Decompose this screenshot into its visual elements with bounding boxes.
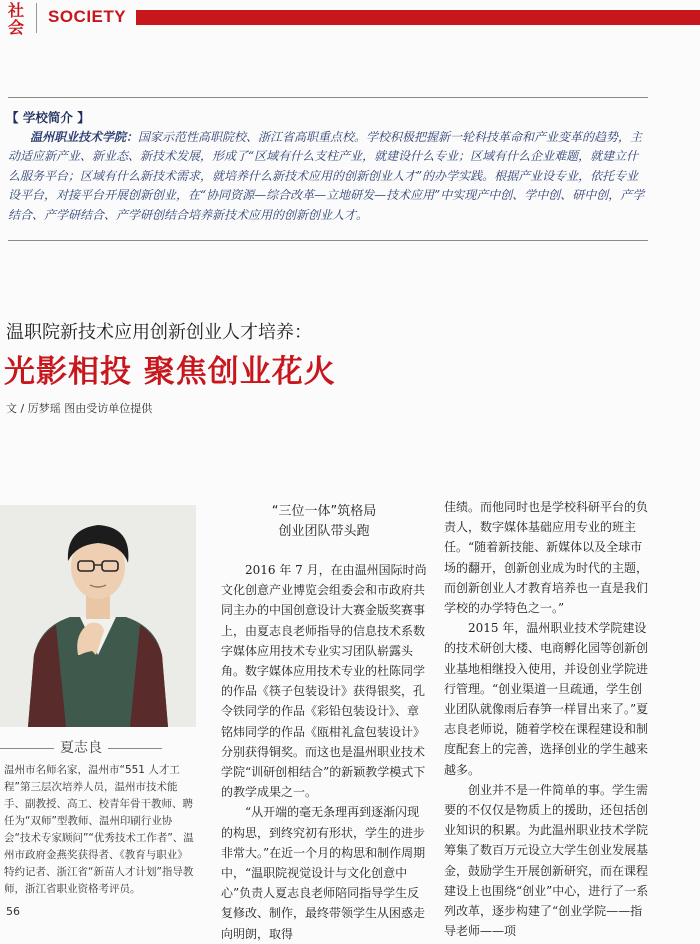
article-column-middle xyxy=(221,560,427,944)
article-column-right xyxy=(444,497,650,941)
person-illustration xyxy=(0,505,196,727)
intro-body xyxy=(8,128,648,225)
section-heading-line1: “三位一体”筑格局 xyxy=(271,504,377,519)
paragraph: 创业并不是一件简单的事。学生需要的不仅仅是物质上的援助，还包括创业知识的积累。为此温州职业技术学院筹集了数百万元设立大学生创业发展基金，鼓励学生开展创新研究，而在课程建设上也围绕“创业”中心，进行了一系列改革，逐步构建了“创业学院——指导老师——项 xyxy=(444,782,649,939)
header-divider xyxy=(36,3,37,33)
section-heading xyxy=(221,502,427,542)
school-name: 温州职业技术学院： xyxy=(30,130,139,144)
paragraph: “从开端的毫无条理再到逐渐闪现的构思，到终究初有形状，学生的进步非常大。”在近一个月的构思和制作周期中，“温职院视觉设计与文化创意中心”负责人夏志良老师陪同指导学生反复修改、制作，最终带领学生从困惑走向明朗，取得 xyxy=(221,805,426,941)
article-title: 光影相投 聚焦创业花火 xyxy=(4,354,336,390)
portrait-photo xyxy=(0,505,196,727)
intro-text: 国家示范性高职院校、浙江省高职重点校。学校积极把握新一轮科技革命和产业变革的趋势，主动适应新产业、新业态、新技术发展，形成了“区域有什么支柱产业，就建设什么专业；区域有什么企业难题，就建立什么服务平台；区域有什么新技术需求，就培养什么新技术应用的创新创业人才”的办学实践。根据产业设专业，依托专业设平台，对接平台开展创新创业，在“协同资源—综合改革—立地研发—技术应用”中实现产中创、学中创、研中创，产学结合、产学研结合、产学研创结合培养新技术应用的创新创业人才。 xyxy=(8,130,645,222)
intro-heading: 【 学校简介 】 xyxy=(6,110,90,125)
page-number: 56 xyxy=(6,905,20,918)
intro-top-rule xyxy=(8,97,648,98)
portrait-caption xyxy=(0,737,196,757)
paragraph: 2015 年，温州职业技术学院建设的技术研创大楼、电商孵化园等创新创业基地相继投入使用，并设创业学院进行管理。“创业渠道一旦疏通，学生创业团队就像雨后春笋一样冒出来了。”夏志良老师说，随着学校在课程建设和制度配套上的完善，选择创业的学生越来越多。 xyxy=(444,621,649,777)
person-bio: 温州市名师名家，温州市“551 人才工程”第三层次培养人员，温州市技术能手、副教授、高工、校青年骨干教师、聘任为“双师”型教师、温州印刷行业协会“技术专家顾问”“优秀技术工作者”、温州市政府金燕奖获得者、《教育与职业》特约记者、浙江省“新苗人才计划”指导教师，浙江省职业资格考评员。 xyxy=(4,764,194,895)
section-heading-line2: 创业团队带头跑 xyxy=(278,524,370,539)
byline: 文 / 厉梦瑶 图由受访单位提供 xyxy=(6,402,153,415)
person-name: 夏志良 xyxy=(60,740,102,756)
header-bar xyxy=(136,10,700,25)
paragraph: 佳绩。而他同时也是学校科研平台的负责人，数字媒体基础应用专业的班主任。“随着新技能、新媒体以及全球市场的翻开，创新创业成为时代的主题，而创新创业人才教育培养也一直是我们学校的办学特色之一。” xyxy=(444,500,649,616)
paragraph: 2016 年 7 月，在由温州国际时尚文化创意产业博览会组委会和市政府共同主办的中国创意设计大赛金版奖赛事上，由夏志良老师指导的信息技术系数字媒体应用技术专业实习团队崭露头角。数字媒体应用技术专业的杜陈同学的作品《筷子包装设计》获得银奖，孔令铁同学的作品《彩铅包装设计》、章铭炜同学的作品《瓯柑礼盒包装设计》分别获得铜奖。而这也是温州职业技术学院“训研创相结合”的新颖教学模式下的教学成果之一。 xyxy=(221,563,427,800)
article-subtitle: 温职院新技术应用创新创业人才培养： xyxy=(6,322,312,343)
intro-bottom-rule xyxy=(8,240,648,241)
caption-right-rule xyxy=(108,748,162,749)
caption-left-rule xyxy=(0,748,54,749)
section-label-zh: 社会 xyxy=(8,1,25,37)
section-label-en: SOCIETY xyxy=(48,7,127,26)
